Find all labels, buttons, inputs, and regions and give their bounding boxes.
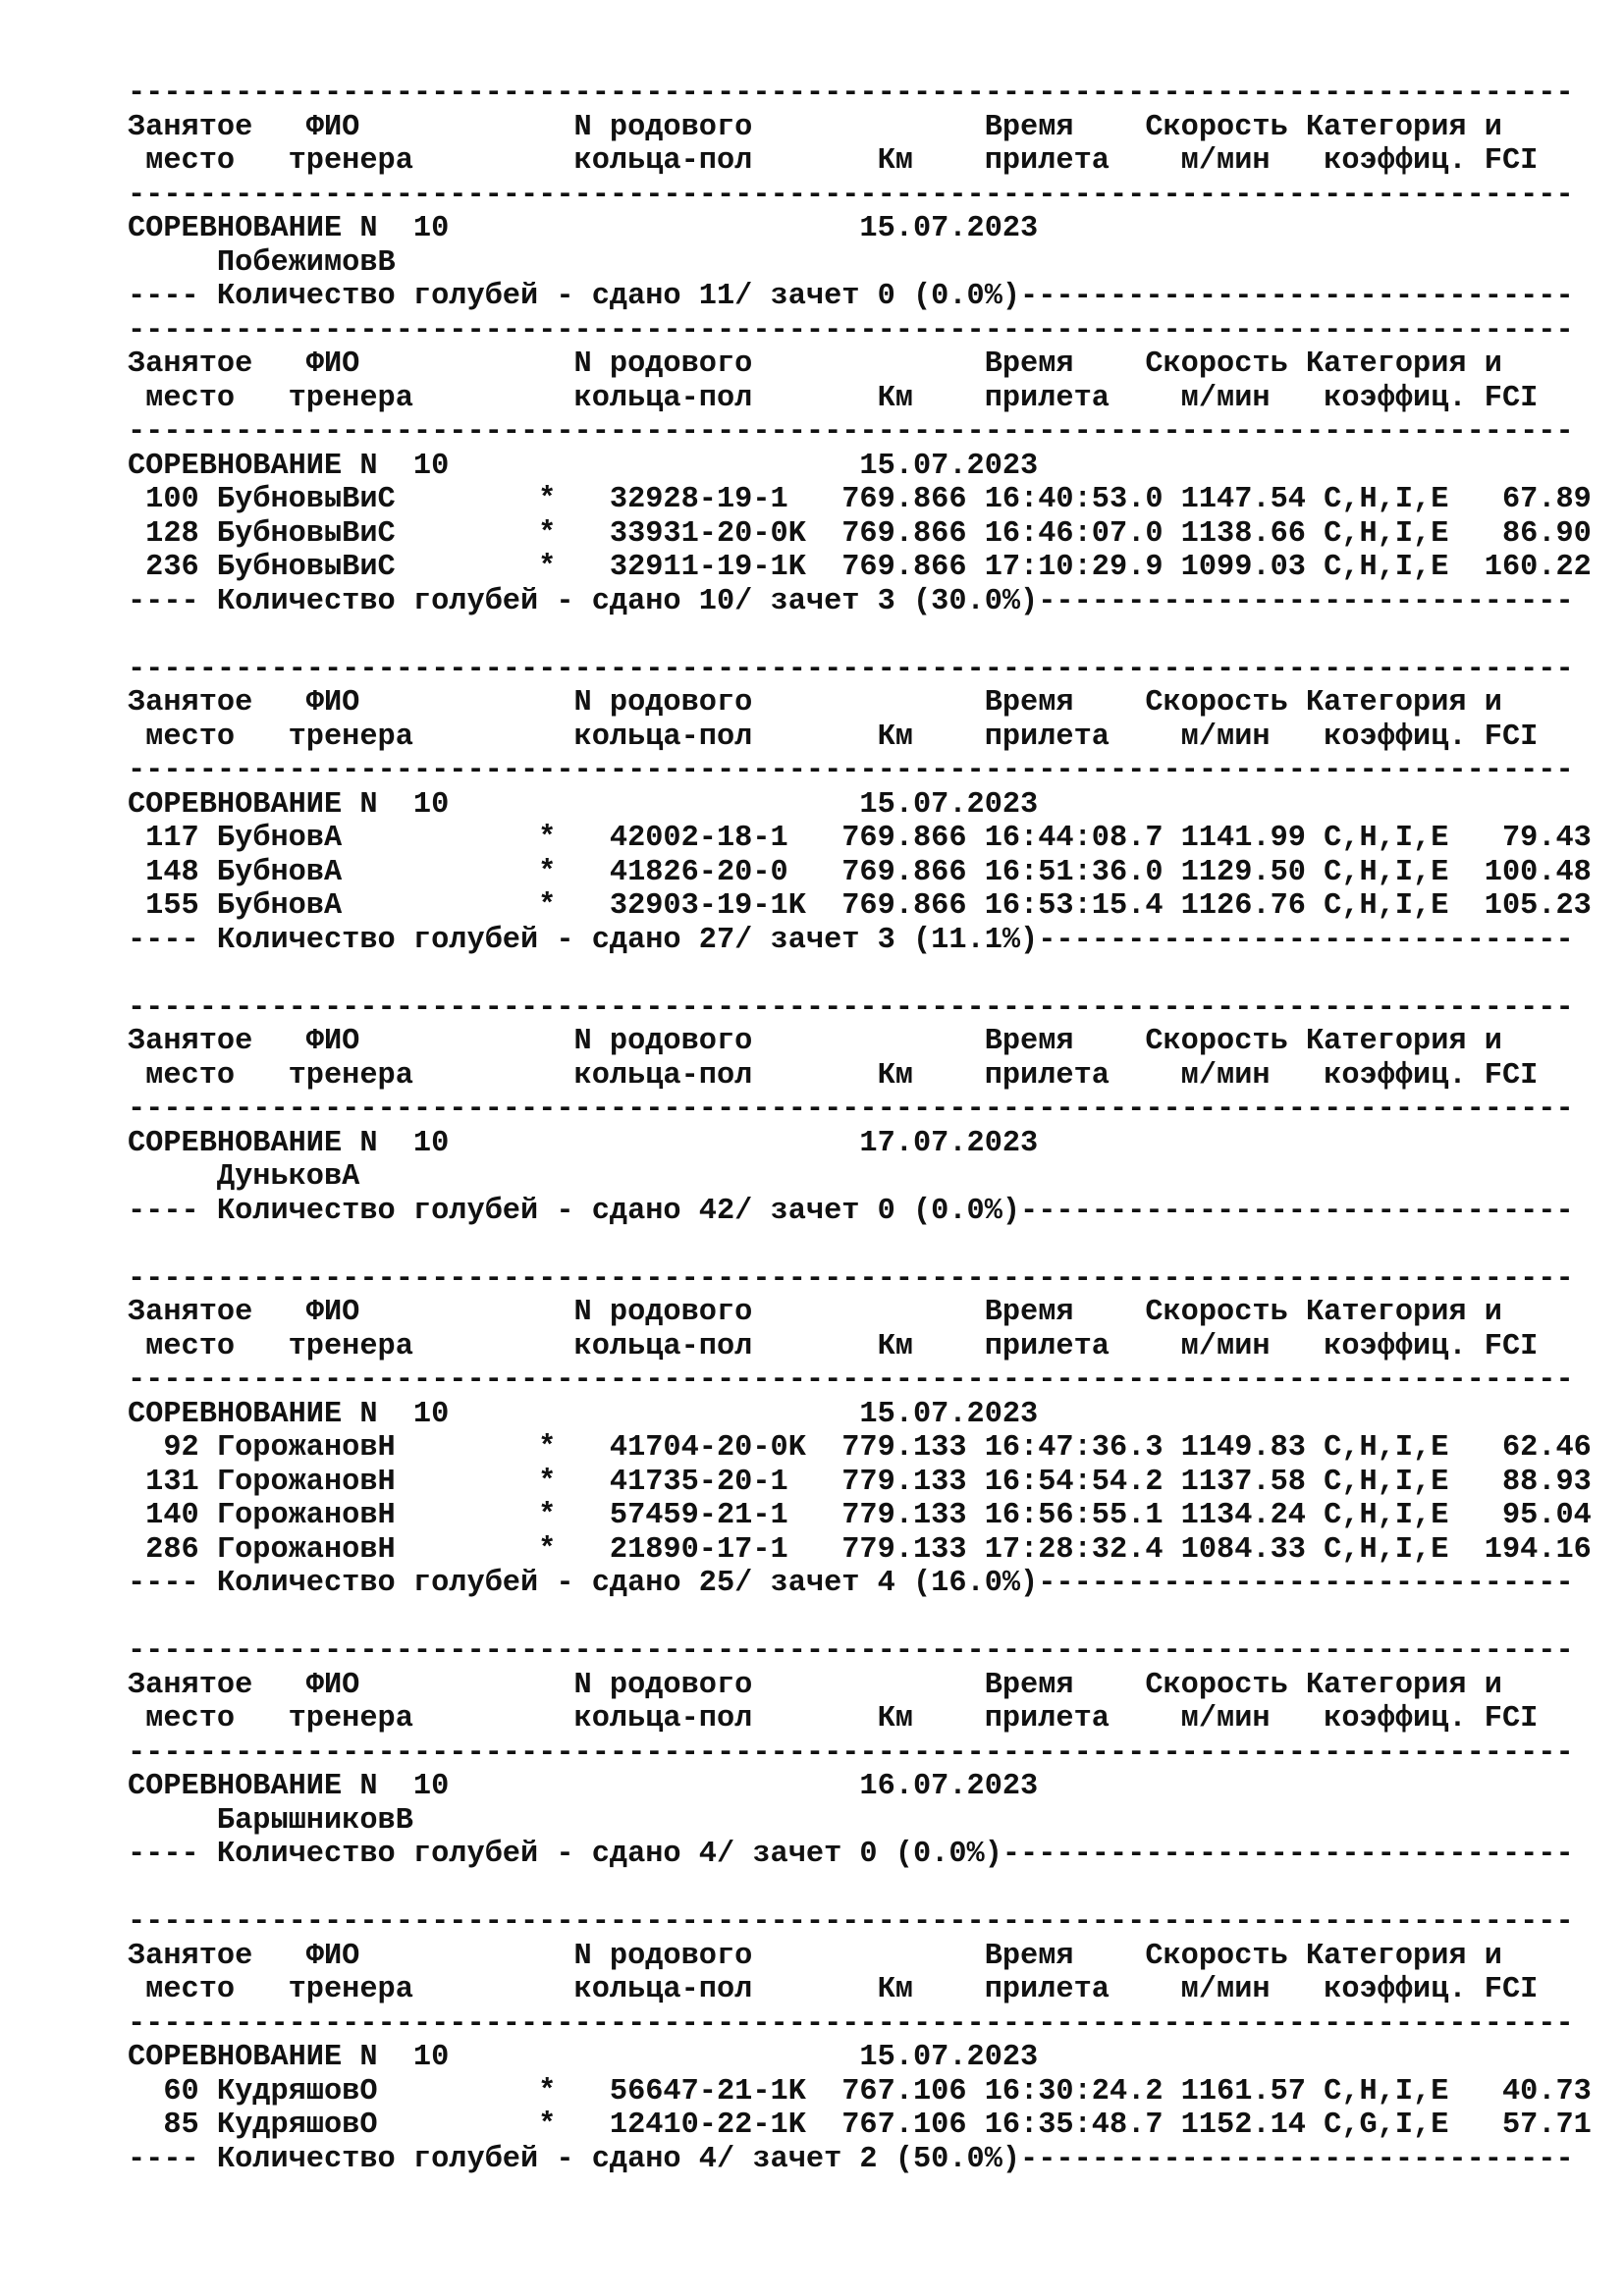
column-header-line-2: место тренера кольца-пол Км прилета м/мин коэффиц. FCI — [128, 1973, 1539, 2006]
column-header-line-2: место тренера кольца-пол Км прилета м/мин коэффиц. FCI — [128, 381, 1539, 415]
competition-title: СОРЕВНОВАНИЕ N 10 15.07.2023 — [128, 1397, 1039, 1431]
column-header-line-2: место тренера кольца-пол Км прилета м/мин коэффиц. FCI — [128, 1702, 1539, 1735]
column-header-line-1: Занятое ФИО N родового Время Скорость Категория и — [128, 110, 1502, 144]
spacer — [128, 957, 1600, 991]
result-row: 286 ГорожановН * 21890-17-1 779.133 17:28:32.4 1084.33 C,H,I,E 194.16 — [128, 1532, 1592, 1567]
column-header-line-1: Занятое ФИО N родового Время Скорость Категория и — [128, 1939, 1502, 1973]
divider-rule: --------------------------------------------------------------------------------- — [128, 1093, 1574, 1126]
competition-title: СОРЕВНОВАНИЕ N 10 15.07.2023 — [128, 787, 1039, 822]
divider-rule: --------------------------------------------------------------------------------- — [128, 178, 1574, 212]
spacer — [128, 1601, 1600, 1635]
result-row: 100 БубновыВиС * 32928-19-1 769.866 16:40:53.0 1147.54 C,H,I,E 67.89 — [128, 483, 1592, 516]
divider-rule: --------------------------------------------------------------------------------- — [128, 415, 1574, 449]
summary-line: ---- Количество голубей - сдано 4/ зачет 0 (0.0%)-------------------------------- — [128, 1838, 1574, 1871]
column-header-line-1: Занятое ФИО N родового Время Скорость Категория и — [128, 347, 1502, 381]
spacer — [128, 1872, 1600, 1906]
divider-rule: --------------------------------------------------------------------------------- — [128, 1905, 1574, 1939]
column-header-line-2: место тренера кольца-пол Км прилета м/мин коэффиц. FCI — [128, 144, 1539, 178]
summary-line: ---- Количество голубей - сдано 4/ зачет 2 (50.0%)------------------------------- — [128, 2142, 1574, 2176]
divider-rule: --------------------------------------------------------------------------------- — [128, 754, 1574, 787]
column-header-line-1: Занятое ФИО N родового Время Скорость Категория и — [128, 1296, 1502, 1329]
competition-title: СОРЕВНОВАНИЕ N 10 16.07.2023 — [128, 1770, 1039, 1803]
result-row: ДуньковА — [128, 1160, 360, 1194]
column-header-line-2: место тренера кольца-пол Км прилета м/мин коэффиц. FCI — [128, 1329, 1539, 1363]
summary-line: ---- Количество голубей - сдано 25/ зачет 4 (16.0%)------------------------------ — [128, 1567, 1574, 1600]
spacer — [128, 618, 1600, 653]
column-header-line-2: место тренера кольца-пол Км прилета м/мин коэффиц. FCI — [128, 720, 1539, 754]
summary-line: ---- Количество голубей - сдано 10/ зачет 3 (30.0%)------------------------------ — [128, 584, 1574, 618]
competition-title: СОРЕВНОВАНИЕ N 10 15.07.2023 — [128, 212, 1039, 245]
competition-title: СОРЕВНОВАНИЕ N 10 17.07.2023 — [128, 1126, 1039, 1160]
divider-rule: --------------------------------------------------------------------------------- — [128, 77, 1574, 110]
summary-line: ---- Количество голубей - сдано 42/ зачет 0 (0.0%)------------------------------- — [128, 1194, 1574, 1228]
column-header-line-1: Занятое ФИО N родового Время Скорость Категория и — [128, 686, 1502, 720]
divider-rule: --------------------------------------------------------------------------------- — [128, 990, 1574, 1025]
result-row: БарышниковВ — [128, 1803, 413, 1838]
divider-rule: --------------------------------------------------------------------------------- — [128, 652, 1574, 686]
result-row: 155 БубновА * 32903-19-1K 769.866 16:53:15.4 1126.76 C,H,I,E 105.23 — [128, 889, 1592, 923]
race-results-report — [128, 77, 1600, 2176]
divider-rule: --------------------------------------------------------------------------------- — [128, 2006, 1574, 2041]
result-row: 117 БубновА * 42002-18-1 769.866 16:44:08.7 1141.99 C,H,I,E 79.43 — [128, 822, 1592, 855]
summary-line: ---- Количество голубей - сдано 11/ зачет 0 (0.0%)------------------------------- — [128, 280, 1574, 313]
divider-rule: --------------------------------------------------------------------------------- — [128, 1735, 1574, 1770]
divider-rule: --------------------------------------------------------------------------------- — [128, 1261, 1574, 1296]
column-header-line-1: Занятое ФИО N родового Время Скорость Категория и — [128, 1025, 1502, 1058]
result-row: 148 БубновА * 41826-20-0 769.866 16:51:36.0 1129.50 C,H,I,E 100.48 — [128, 855, 1592, 889]
result-row: 236 БубновыВиС * 32911-19-1K 769.866 17:10:29.9 1099.03 C,H,I,E 160.22 — [128, 551, 1592, 584]
divider-rule: --------------------------------------------------------------------------------- — [128, 1634, 1574, 1668]
competition-title: СОРЕВНОВАНИЕ N 10 15.07.2023 — [128, 2041, 1039, 2074]
result-row: 140 ГорожановН * 57459-21-1 779.133 16:56:55.1 1134.24 C,H,I,E 95.04 — [128, 1499, 1592, 1532]
divider-rule: --------------------------------------------------------------------------------- — [128, 1363, 1574, 1397]
result-row: 131 ГорожановН * 41735-20-1 779.133 16:54:54.2 1137.58 C,H,I,E 88.93 — [128, 1465, 1592, 1499]
column-header-line-1: Занятое ФИО N родового Время Скорость Категория и — [128, 1668, 1502, 1702]
divider-rule: --------------------------------------------------------------------------------- — [128, 313, 1574, 347]
result-row: 92 ГорожановН * 41704-20-0K 779.133 16:47:36.3 1149.83 C,H,I,E 62.46 — [128, 1431, 1592, 1465]
competition-title: СОРЕВНОВАНИЕ N 10 15.07.2023 — [128, 449, 1039, 483]
column-header-line-2: место тренера кольца-пол Км прилета м/мин коэффиц. FCI — [128, 1058, 1539, 1093]
result-row: 85 КудряшовО * 12410-22-1K 767.106 16:35:48.7 1152.14 C,G,I,E 57.71 — [128, 2109, 1592, 2142]
spacer — [128, 1228, 1600, 1262]
result-row: 128 БубновыВиС * 33931-20-0K 769.866 16:46:07.0 1138.66 C,H,I,E 86.90 — [128, 516, 1592, 551]
result-row: 60 КудряшовО * 56647-21-1K 767.106 16:30:24.2 1161.57 C,H,I,E 40.73 — [128, 2074, 1592, 2109]
summary-line: ---- Количество голубей - сдано 27/ зачет 3 (11.1%)------------------------------ — [128, 923, 1574, 957]
result-row: ПобежимовВ — [128, 245, 396, 280]
